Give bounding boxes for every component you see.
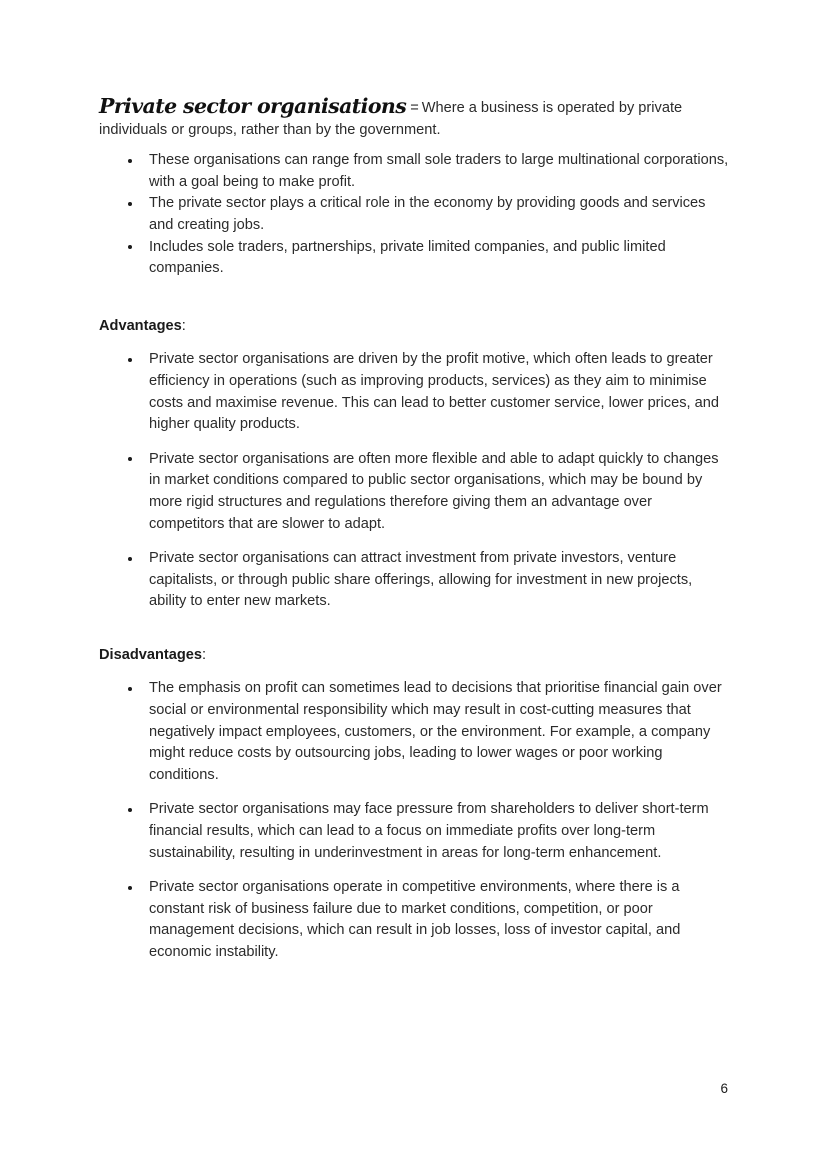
definition-block [99,96,729,141]
advantages-heading-label: Advantages [99,317,182,334]
definition-text: Where a business is operated by private individuals or groups, rather than by the government. [99,100,683,138]
advantages-heading [99,316,729,338]
disadvantages-bullet-list [99,678,729,963]
list-item: Private sector organisations are driven by the profit motive, which often leads to greater efficiency in operations (such as improving products, services) as they aim to minimise costs and maximise revenue. This can lead to better customer service, lower prices, and higher quality products. [99,349,729,435]
spacer [99,613,729,645]
spacer [99,666,729,678]
disadvantages-heading [99,645,729,667]
spacer [99,280,729,316]
list-item: Private sector organisations are often more flexible and able to adapt quickly to changes in market conditions compared to public sector organisations, which may be bound by more rigid structures and regulations therefore giving them an advantage over competitors that are slower to adapt. [99,449,729,535]
list-item: The private sector plays a critical role in the economy by providing goods and services and creating jobs. [99,193,729,236]
intro-bullet-list [99,150,729,280]
disadvantages-heading-label: Disadvantages [99,646,203,663]
advantages-bullet-list [99,349,729,613]
page-content [99,96,729,964]
list-item: These organisations can range from small sole traders to large multinational corporations, with a goal being to make profit. [99,150,729,193]
definition-separator: = [410,100,419,116]
list-item: Private sector organisations operate in competitive environments, where there is a constant risk of business failure due to market conditions, competition, or poor management decisions, which can result in job losses, loss of investor capital, and economic instability. [99,877,729,963]
list-item: Includes sole traders, partnerships, private limited companies, and public limited companies. [99,237,729,280]
spacer [99,337,729,349]
advantages-heading-colon: : [181,317,186,334]
page-title: Private sector organisations [99,94,407,118]
list-item: The emphasis on profit can sometimes lead to decisions that prioritise financial gain over social or environmental responsibility which may result in cost-cutting measures that negatively impact employees, customers, or the environment. For example, a company might reduce costs by outsourcing jobs, leading to lower wages or poor working conditions. [99,678,729,786]
disadvantages-heading-colon: : [202,646,207,663]
list-item: Private sector organisations may face pressure from shareholders to deliver short-term financial results, which can lead to a focus on immediate profits over long-term sustainability, resulting in underinvestment in areas for long-term enhancement. [99,799,729,864]
list-item: Private sector organisations can attract investment from private investors, venture capitalists, or through public share offerings, allowing for investment in new projects, ability to enter new markets. [99,548,729,613]
page-number: 6 [720,1081,728,1096]
